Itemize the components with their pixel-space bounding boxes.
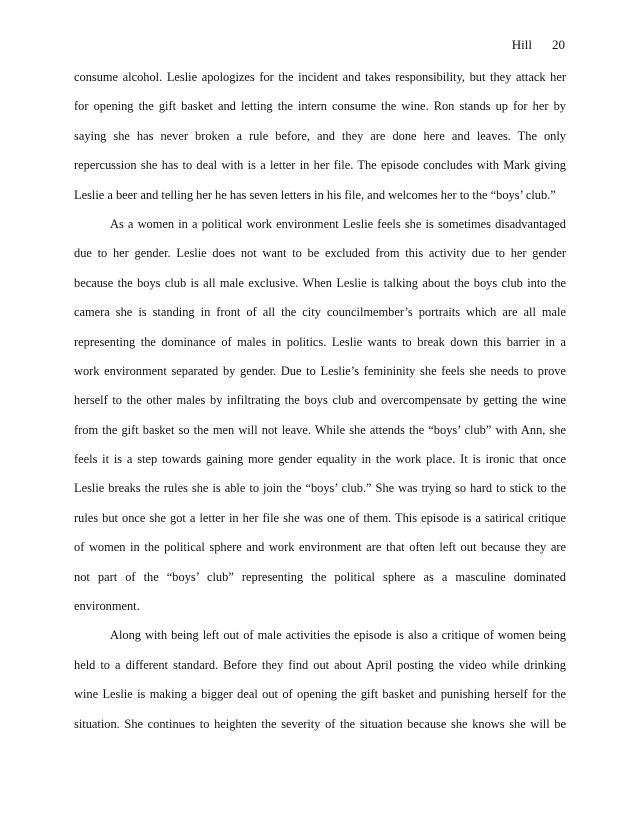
text-line: environment. xyxy=(74,599,140,614)
text-line: from the gift basket so the men will not leave. While she attends the “boys’ club” with Ann, she xyxy=(74,422,566,437)
text-line: rules but once she got a letter in her file she was one of them. This episode is a satirical critique xyxy=(74,510,566,525)
text-line: herself to the other males by infiltrating the boys club and overcompensate by getting the wine xyxy=(74,393,566,408)
text-line: because the boys club is all male exclusive. When Leslie is talking about the boys club into the xyxy=(74,275,566,290)
text-line: work environment separated by gender. Due to Leslie’s femininity she feels she needs to prove xyxy=(74,363,566,378)
text-line: representing the dominance of males in politics. Leslie wants to break down this barrier in a xyxy=(74,334,566,349)
text-line: due to her gender. Leslie does not want to be excluded from this activity due to her gender xyxy=(74,246,566,261)
text-line: Along with being left out of male activities the episode is also a critique of women being xyxy=(110,628,566,643)
text-line: situation. She continues to heighten the severity of the situation because she knows she will be xyxy=(74,716,566,731)
text-line: repercussion she has to deal with is a letter in her file. The episode concludes with Mark giving xyxy=(74,158,566,173)
text-line: held to a different standard. Before they find out about April posting the video while drinking xyxy=(74,657,566,672)
text-line: Leslie a beer and telling her he has seven letters in his file, and welcomes her to the “boys’ club.” xyxy=(74,187,556,202)
text-line: not part of the “boys’ club” representing the political sphere as a masculine dominated xyxy=(74,569,566,584)
text-line: of women in the political sphere and work environment are that often left out because they are xyxy=(74,540,566,555)
page-number: 20 xyxy=(552,37,565,52)
text-line: wine Leslie is making a bigger deal out of opening the gift basket and punishing herself for the xyxy=(74,687,566,702)
text-line: saying she has never broken a rule before, and they are done here and leaves. The only xyxy=(74,128,566,143)
header-surname: Hill xyxy=(511,37,532,52)
text-line: feels it is a step towards gaining more gender equality in the work place. It is ironic that once xyxy=(74,452,566,467)
text-line: camera she is standing in front of all the city councilmember’s portraits which are all male xyxy=(74,305,566,320)
text-line: As a women in a political work environment Leslie feels she is sometimes disadvantaged xyxy=(110,216,566,231)
body-text xyxy=(74,69,566,745)
text-line: consume alcohol. Leslie apologizes for the incident and takes responsibility, but they attack her xyxy=(74,70,566,84)
text-line: for opening the gift basket and letting the intern consume the wine. Ron stands up for her by xyxy=(74,99,566,114)
text-line: Leslie breaks the rules she is able to join the “boys’ club.” She was trying so hard to stick to the xyxy=(74,481,566,496)
running-header xyxy=(512,37,565,53)
